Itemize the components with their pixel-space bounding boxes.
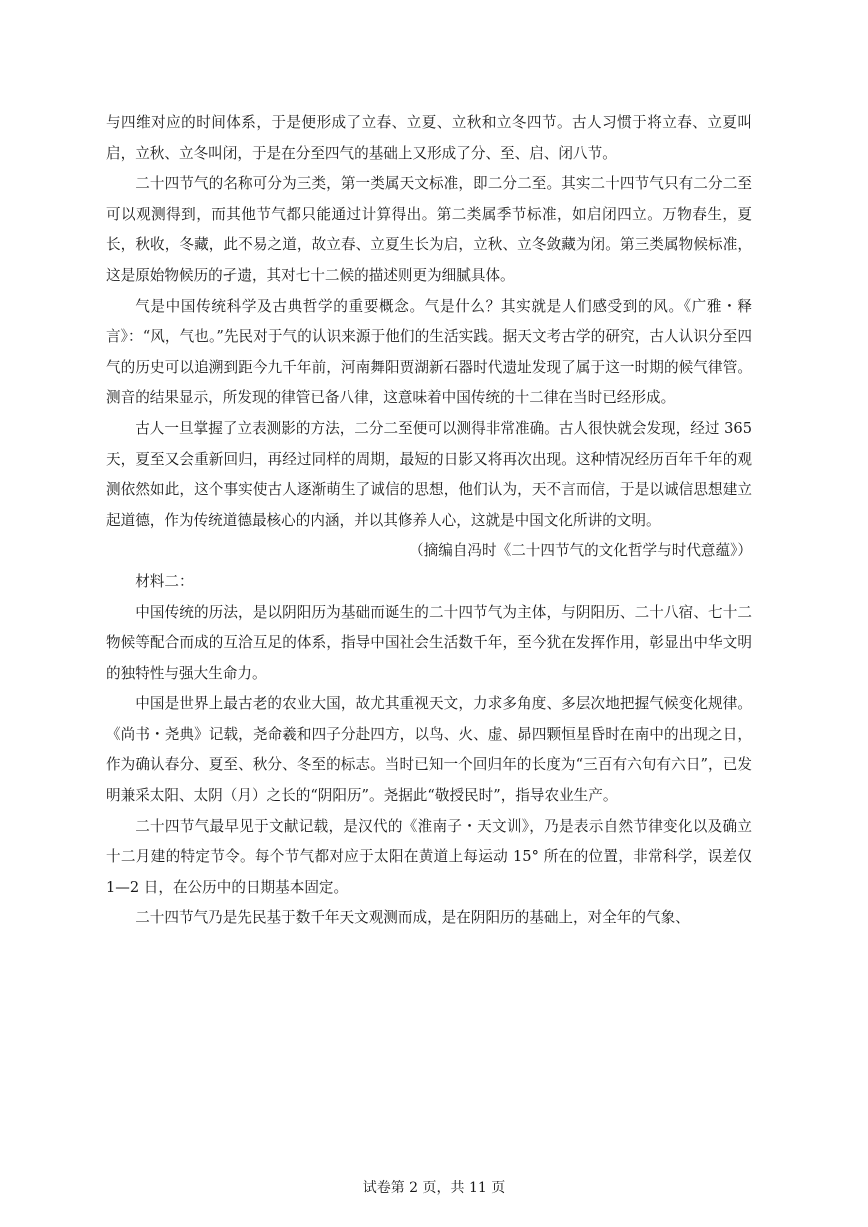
section-label: 材料二： — [135, 572, 194, 590]
paragraph-4: 古人一旦掌握了立表测影的方法，二分二至便可以测得非常准确。古人很快就会发现，经过 365 天，夏至又会重新回归，再经过同样的周期，最短的日影又将再次出现。这种情况经历百年千年的观测依然如此，这个事实使古人逐渐萌生了诚信的思想，他们认为，天不言而信，于是以诚信思想建立起道德，作为传统道德最核心的内涵，并以其修养人心，这就是中国文化所讲的文明。 — [106, 419, 752, 529]
source-citation: （摘编自冯时《二十四节气的文化哲学与时代意蕴》） — [409, 542, 752, 560]
page-footer: 试卷第 2 页，共 11 页 — [362, 1180, 506, 1196]
article-body — [106, 108, 752, 934]
paragraph-6: 中国是世界上最古老的农业大国，故尤其重视天文，力求多角度、多层次地把握气候变化规律。《尚书・尧典》记载，尧命羲和四子分赴四方，以鸟、火、虚、昴四颗恒星昏时在南中的出现之日，作为确认春分、夏至、秋分、冬至的标志。当时已知一个回归年的长度为“三百有六旬有六日”，已发明兼采太阳、太阴（月）之长的“阴阳历”。尧据此“敬授民时”，指导农业生产。 — [106, 695, 752, 805]
paragraph-7: 二十四节气最早见于文献记载，是汉代的《淮南子・天文训》，乃是表示自然节律变化以及确立十二月建的特定节令。每个节气都对应于太阳在黄道上每运动 15° 所在的位置，非常科学，误差仅 1—2 日，在公历中的日期基本固定。 — [106, 817, 752, 896]
paragraph-1: 与四维对应的时间体系，于是便形成了立春、立夏、立秋和立冬四节。古人习惯于将立春、立夏叫启，立秋、立冬叫闭，于是在分至四气的基础上又形成了分、至、启、闭八节。 — [106, 114, 752, 162]
paragraph-5: 中国传统的历法，是以阴阳历为基础而诞生的二十四节气为主体，与阴阳历、二十八宿、七十二物候等配合而成的互洽互足的体系，指导中国社会生活数千年，至今犹在发挥作用，彰显出中华文明的独特性与强大生命力。 — [106, 603, 752, 682]
paragraph-2: 二十四节气的名称可分为三类，第一类属天文标准，即二分二至。其实二十四节气只有二分二至可以观测得到，而其他节气都只能通过计算得出。第二类属季节标准，如启闭四立。万物春生，夏长，秋收，冬藏，此不易之道，故立春、立夏生长为启，立秋、立冬敛藏为闭。第三类属物候标准，这是原始物候历的孑遗，其对七十二候的描述则更为细腻具体。 — [106, 175, 752, 284]
paragraph-3: 气是中国传统科学及古典哲学的重要概念。气是什么？其实就是人们感受到的风。《广雅・释言》：“风，气也。”先民对于气的认识来源于他们的生活实践。据天文考古学的研究，古人认识分至四气的历史可以追溯到距今九千年前，河南舞阳贾湖新石器时代遗址发现了属于这一时期的候气律管。测音的结果显示，所发现的律管已备八律，这意味着中国传统的十二律在当时已经形成。 — [106, 297, 752, 407]
paragraph-8: 二十四节气乃是先民基于数千年天文观测而成，是在阴阳历的基础上，对全年的气象、 — [135, 909, 690, 927]
